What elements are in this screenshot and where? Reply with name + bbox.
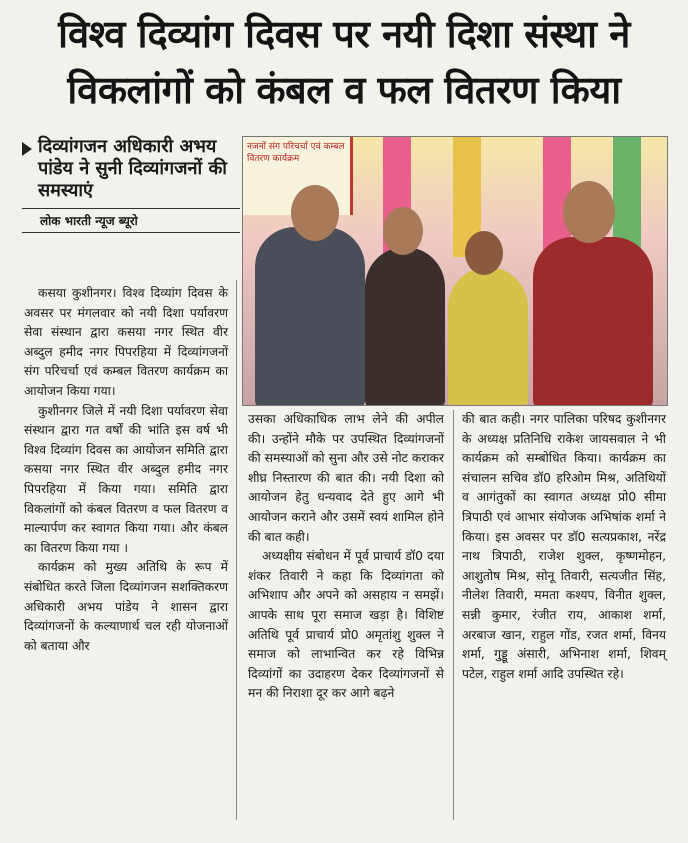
person-head: [563, 181, 615, 243]
paragraph: उसका अधिकाधिक लाभ लेने की अपील की। उन्होंने मौके पर उपस्थित दिव्यांगजनों की समस्याओं को सुना और उसे नोट कराकर शीघ्र निस्तारण की बात की। नयी दिशा को आयोजन हेतु धन्यवाद देते हुए आगे भी आयोजन कराने और उसमें स्वयं शामिल होने की बात कही।: [248, 412, 444, 544]
person-vest: [365, 247, 445, 406]
byline: लोक भारती न्यूज ब्यूरो: [22, 208, 240, 233]
headline: [0, 6, 688, 118]
paragraph: कार्यक्रम को मुख्य अतिथि के रूप में संबोधित करते जिला दिव्यांगजन सशक्तिकरण अधिकारी अभय पांडेय ने शासन द्वारा दिव्यांगजनों के कल्याणार्थ चल रही योजनाओं को बताया और: [24, 560, 228, 653]
person-recipient: [448, 267, 528, 406]
person-officer: [255, 227, 365, 406]
article-column-1: [24, 284, 228, 656]
photo-banner: नजनों संग परिचर्चा एवं कम्बल वितरण कार्यक्रम: [243, 137, 353, 215]
paragraph: की बात कही। नगर पालिका परिषद कुशीनगर के अध्यक्ष प्रतिनिधि राकेश जायसवाल ने भी कार्यक्रम को सम्बोधित किया। कार्यक्रम का संचालन सचिव डॉ0 हरिओम मिश्र, अतिथियों व आगंतुकों का स्वागत अध्यक्ष प्रो0 सीमा त्रिपाठी एवं आभार संयोजक अभिषांक शर्मा ने किया। इस अवसर पर डॉ0 सत्यप्रकाश, नरेंद्र नाथ त्रिपाठी, राजेश शुक्ल, कृष्णमोहन, आशुतोष मिश्र, सोनू तिवारी, सत्यजीत सिंह, नीलेश तिवारी, ममता कश्यप, विनीत शुक्ल, सन्नी कुमार, रंजीत राय, आकाश शर्मा, अरबाज खान, राहुल गोंड, रजत शर्मा, विनय शर्मा, गुड्डू अंसारी, अभिनाश शर्मा, शिवम् पटेल, राहुल शर्मा आदि उपस्थित रहे।: [462, 412, 666, 681]
article-column-2: [248, 410, 444, 704]
column-rule: [453, 410, 454, 820]
triangle-bullet-icon: [22, 142, 32, 156]
person-head: [291, 185, 339, 241]
person-sweater: [533, 237, 653, 406]
article-column-3: [462, 410, 666, 684]
column-rule: [236, 280, 237, 820]
person-head: [383, 207, 423, 255]
paragraph: अध्यक्षीय संबोधन में पूर्व प्राचार्य डॉ0 दया शंकर तिवारी ने कहा कि दिव्यांगता को अभिशाप और अपने को असहाय न समझें। आपके साथ पूरा समाज खड़ा है। विशिष्ट अतिथि पूर्व प्राचार्य प्रो0 अमृतांशु शुक्ल ने समाज को लाभान्वित कर रहे विभिन्न दिव्यांगों का उदाहरण देकर दिव्यांगजनों से मन की निराशा दूर कर आगे बढ़ने: [248, 549, 444, 701]
headline-line-1: विश्व दिव्यांग दिवस पर नयी दिशा संस्था ने: [58, 12, 630, 56]
sub-story: [22, 136, 240, 233]
paragraph: कसया कुशीनगर। विश्व दिव्यांग दिवस के अवसर पर मंगलवार को नयी दिशा पर्यावरण सेवा संस्थान द्वारा कसया नगर स्थित वीर अब्दुल हमीद नगर पिपरहिया में दिव्यांगजनों संग परिचर्चा एवं कम्बल वितरण कार्यक्रम का आयोजन किया गया।: [24, 286, 228, 398]
person-head: [465, 231, 503, 275]
paragraph: कुशीनगर जिले में नयी दिशा पर्यावरण सेवा संस्थान द्वारा गत वर्षों की भांति इस वर्ष भी विश्व दिव्यांग दिवस का आयोजन समिति द्वारा कसया नगर स्थित वीर अब्दुल हमीद नगर पिपरहिया में किया गया। समिति द्वारा विकलांगों को कंबल वितरण व फल वितरण व माल्यार्पण कर स्वागत किया गया। और कंबल का वितरण किया गया ।: [24, 403, 228, 555]
news-photo: [242, 136, 668, 406]
sub-heading-text: दिव्यांगजन अधिकारी अभय पांडेय ने सुनी दिव्यांगजनों की समस्याएं: [38, 136, 227, 201]
sub-heading: [22, 136, 240, 202]
headline-line-2: विकलांगों को कंबल व फल वितरण किया: [67, 68, 621, 112]
